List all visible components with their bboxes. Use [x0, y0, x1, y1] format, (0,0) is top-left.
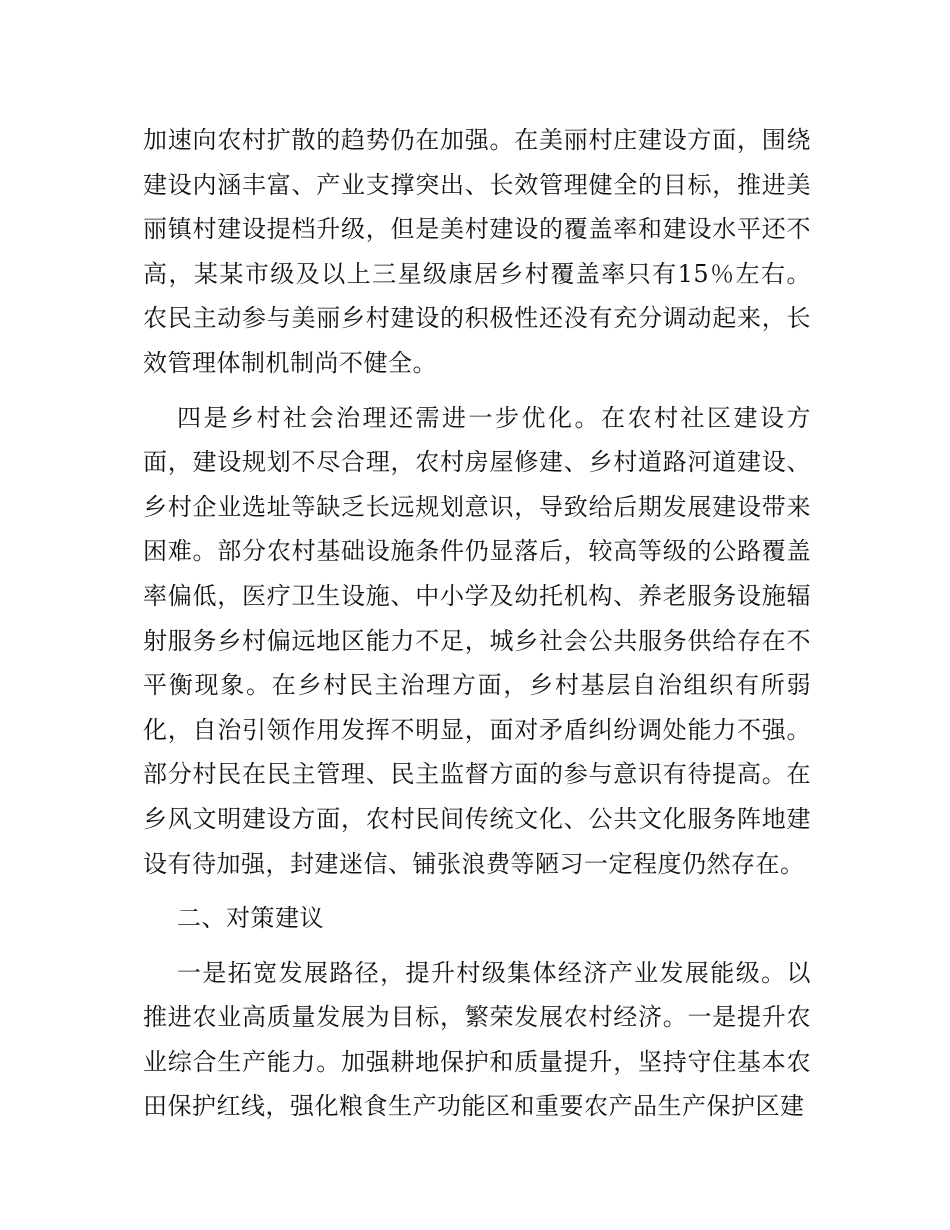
- paragraph-continuation: 加速向农村扩散的趋势仍在加强。在美丽村庄建设方面，围绕建设内涵丰富、产业支撑突出、长效管理健全的目标，推进美丽镇村建设提档升级，但是美村建设的覆盖率和建设水平还不高，某某市级及以上三星级康居乡村覆盖率只有15％左右。农民主动参与美丽乡村建设的积极性还没有充分调动起来，长效管理体制机制尚不健全。: [143, 126, 811, 377]
- document-body: [143, 118, 811, 1139]
- paragraph-development: 一是拓宽发展路径，提升村级集体经济产业发展能级。以推进农业高质量发展为目标，繁荣发展农村经济。一是提升农业综合生产能力。加强耕地保护和质量提升，坚持守住基本农田保护红线，强化粮食生产功能区和重要农产品生产保护区建: [143, 958, 811, 1121]
- paragraph-governance: 四是乡村社会治理还需进一步优化。在农村社区建设方面，建设规划不尽合理，农村房屋修建、乡村道路河道建设、乡村企业选址等缺乏长远规划意识，导致给后期发展建设带来困难。部分农村基础设施条件仍显落后，较高等级的公路覆盖率偏低，医疗卫生设施、中小学及幼托机构、养老服务设施辐射服务乡村偏远地区能力不足，城乡社会公共服务供给存在不平衡现象。在乡村民主治理方面，乡村基层自治组织有所弱化，自治引领作用发挥不明显，面对矛盾纠纷调处能力不强。部分村民在民主管理、民主监督方面的参与意识有待提高。在乡风文明建设方面，农村民间传统文化、公共文化服务阵地建设有待加强，封建迷信、铺张浪费等陋习一定程度仍然存在。: [143, 403, 811, 878]
- section-heading: 二、对策建议: [177, 904, 324, 933]
